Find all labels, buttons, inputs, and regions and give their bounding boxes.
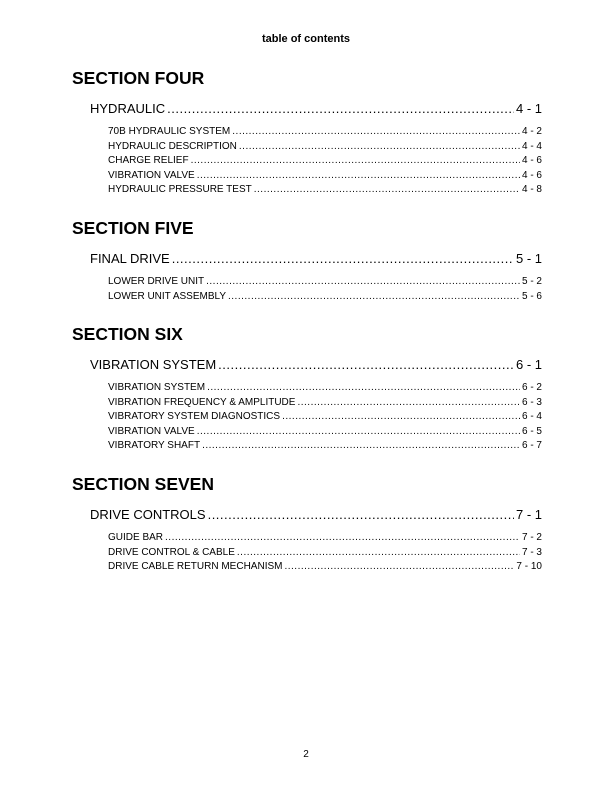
section-four: [72, 68, 542, 198]
toc-sub-label: LOWER DRIVE UNIT: [108, 276, 205, 287]
toc-main-page: 6 - 1: [515, 357, 542, 372]
toc-main-entry[interactable]: [90, 101, 542, 117]
section-six: [72, 324, 542, 454]
toc-sub-label: CHARGE RELIEF: [108, 155, 189, 166]
toc-sub-entry[interactable]: [108, 169, 542, 184]
toc-sub-page: 7 - 3: [521, 546, 542, 558]
toc-sub-entry[interactable]: [108, 439, 542, 454]
toc-sub-page: 6 - 3: [521, 396, 542, 408]
toc-sub-entry[interactable]: [108, 381, 542, 396]
dot-leader: [239, 140, 520, 155]
dot-leader: [206, 275, 520, 290]
toc-sub-list: [108, 531, 542, 575]
toc-sub-entry[interactable]: [108, 546, 542, 561]
dot-leader: [165, 531, 520, 546]
toc-sub-entry[interactable]: [108, 290, 542, 305]
toc-sub-page: 4 - 6: [521, 155, 542, 166]
section-five: [72, 218, 542, 304]
toc-sub-page: 4 - 6: [521, 169, 542, 181]
dot-leader: [282, 410, 520, 425]
toc-sub-label: VIBRATION VALVE: [108, 169, 195, 181]
toc-sub-label: VIBRATION VALVE: [108, 425, 195, 437]
toc-sub-label: DRIVE CONTROL & CABLE: [108, 546, 235, 558]
dot-leader: [208, 507, 514, 523]
toc-sub-label: DRIVE CABLE RETURN MECHANISM: [108, 561, 283, 572]
dot-leader: [218, 357, 514, 373]
dot-leader: [297, 396, 520, 411]
toc-sub-label: VIBRATORY SYSTEM DIAGNOSTICS: [108, 411, 281, 422]
dot-leader: [191, 154, 520, 169]
toc-sub-page: 7 - 10: [516, 561, 542, 572]
dot-leader: [167, 101, 514, 117]
toc-sub-entry[interactable]: [108, 410, 542, 425]
toc-sub-page: 6 - 4: [521, 411, 542, 422]
dot-leader: [232, 125, 520, 140]
toc-sub-list: [108, 125, 542, 198]
section-title: SECTION SIX: [72, 324, 183, 344]
toc-main-entry[interactable]: [90, 507, 542, 523]
toc-sub-entry[interactable]: [108, 275, 542, 290]
toc-sub-label: HYDRAULIC DESCRIPTION: [108, 140, 237, 152]
toc-sub-entry[interactable]: [108, 183, 542, 198]
toc-sub-page: 5 - 2: [521, 276, 542, 287]
toc-sub-entry[interactable]: [108, 125, 542, 140]
toc-sub-entry[interactable]: [108, 396, 542, 411]
toc-sub-page: 4 - 2: [521, 126, 542, 137]
dot-leader: [254, 183, 520, 198]
toc-sub-label: VIBRATION FREQUENCY & AMPLITUDE: [108, 396, 296, 408]
toc-sub-page: 7 - 2: [521, 532, 542, 543]
dot-leader: [237, 546, 520, 561]
toc-sub-entry[interactable]: [108, 154, 542, 169]
toc-sub-entry[interactable]: [108, 531, 542, 546]
toc-sub-page: 6 - 2: [521, 382, 542, 393]
toc-sub-page: 4 - 8: [521, 184, 542, 195]
toc-main-label: HYDRAULIC: [90, 101, 166, 116]
page-number: 2: [303, 749, 309, 760]
toc-sub-entry[interactable]: [108, 560, 542, 575]
toc-sub-list: [108, 275, 542, 304]
dot-leader: [172, 251, 514, 267]
toc-main-entry[interactable]: [90, 251, 542, 267]
page-title: table of contents: [261, 33, 350, 45]
toc-sub-entry[interactable]: [108, 140, 542, 155]
dot-leader: [228, 290, 520, 305]
toc-sub-entry[interactable]: [108, 425, 542, 440]
dot-leader: [197, 169, 520, 184]
dot-leader: [197, 425, 520, 440]
dot-leader: [207, 381, 520, 396]
toc-main-label: DRIVE CONTROLS: [90, 507, 206, 522]
toc-main-label: FINAL DRIVE: [90, 251, 170, 266]
dot-leader: [202, 439, 520, 454]
section-title: SECTION SEVEN: [72, 474, 214, 494]
toc-main-entry[interactable]: [90, 357, 542, 373]
toc-sub-page: 6 - 7: [521, 440, 542, 451]
section-seven: [72, 474, 542, 575]
toc-sub-label: HYDRAULIC PRESSURE TEST: [108, 184, 252, 195]
toc-main-label: VIBRATION SYSTEM: [90, 357, 217, 372]
toc-sub-page: 4 - 4: [521, 140, 542, 152]
dot-leader: [284, 560, 514, 575]
toc-sub-label: LOWER UNIT ASSEMBLY: [108, 290, 226, 302]
toc-main-page: 7 - 1: [515, 507, 542, 522]
section-title: SECTION FOUR: [72, 68, 205, 88]
toc-main-page: 4 - 1: [515, 101, 542, 116]
toc-sub-page: 5 - 6: [521, 290, 542, 302]
toc-sub-label: VIBRATION SYSTEM: [108, 382, 206, 393]
toc-sub-page: 6 - 5: [521, 425, 542, 437]
toc-main-page: 5 - 1: [515, 251, 542, 266]
section-title: SECTION FIVE: [72, 218, 194, 238]
toc-sub-list: [108, 381, 542, 454]
toc-sub-label: 70B HYDRAULIC SYSTEM: [108, 126, 231, 137]
toc-sub-label: GUIDE BAR: [108, 532, 164, 543]
toc-sub-label: VIBRATORY SHAFT: [108, 440, 201, 451]
